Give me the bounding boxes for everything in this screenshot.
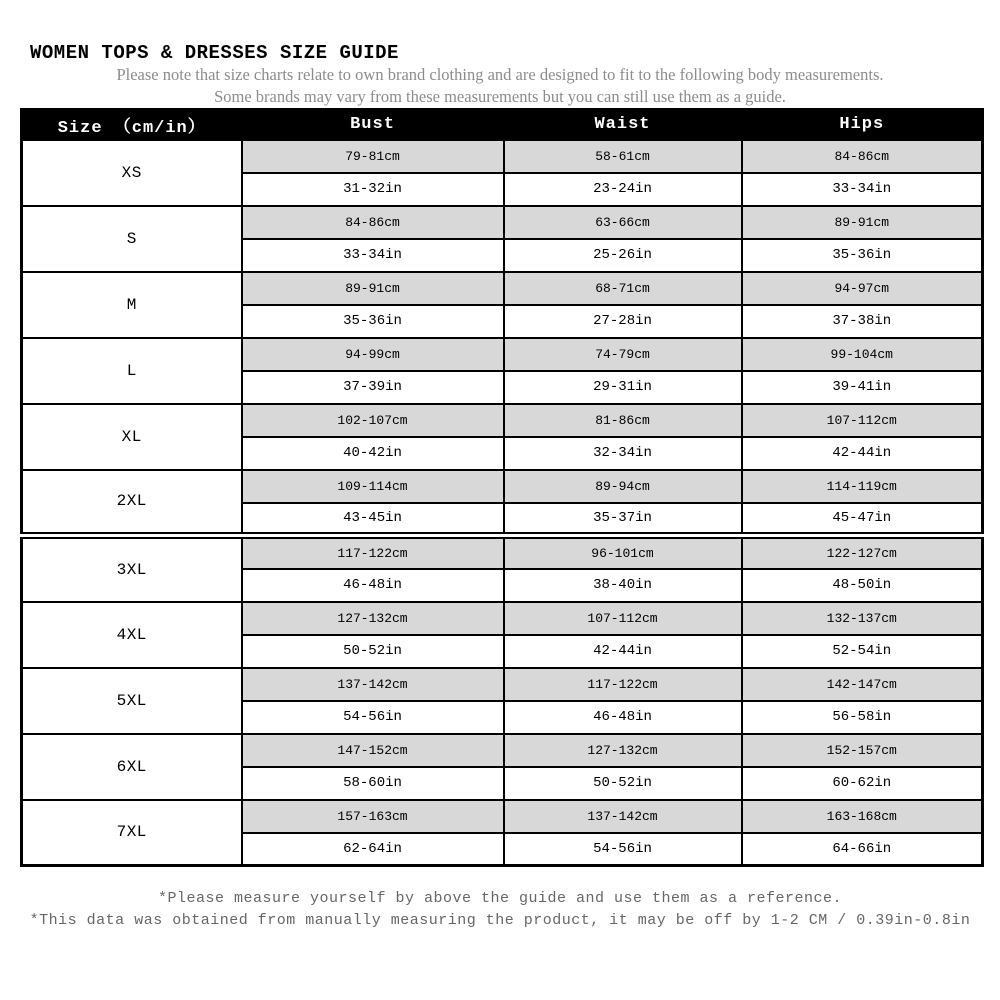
measurement-in-cell: 35-36in <box>242 305 504 338</box>
measurement-cm-cell: 109-114cm <box>242 470 504 503</box>
size-row-cm <box>22 668 983 701</box>
measurement-in-cell: 60-62in <box>742 767 983 800</box>
size-row-cm <box>22 404 983 437</box>
footer-note-2: *This data was obtained from manually measuring the product, it may be off by 1-2 CM / 0.39in-0.8in <box>29 911 971 929</box>
measurement-cm-cell: 157-163cm <box>242 800 504 833</box>
measurement-cm-cell: 96-101cm <box>504 536 742 569</box>
measurement-in-cell: 33-34in <box>742 173 983 206</box>
measurement-in-cell: 50-52in <box>242 635 504 668</box>
measurement-in-cell: 62-64in <box>242 833 504 866</box>
measurement-in-cell: 25-26in <box>504 239 742 272</box>
measurement-cm-cell: 122-127cm <box>742 536 983 569</box>
measurement-in-cell: 45-47in <box>742 503 983 536</box>
size-label: 7XL <box>22 800 242 866</box>
measurement-cm-cell: 89-91cm <box>742 206 983 239</box>
measurement-in-cell: 32-34in <box>504 437 742 470</box>
measurement-cm-cell: 68-71cm <box>504 272 742 305</box>
size-label: 5XL <box>22 668 242 734</box>
size-row-cm <box>22 470 983 503</box>
measurement-cm-cell: 127-132cm <box>242 602 504 635</box>
measurement-in-cell: 35-36in <box>742 239 983 272</box>
size-row-cm <box>22 140 983 173</box>
measurement-in-cell: 35-37in <box>504 503 742 536</box>
size-label: L <box>22 338 242 404</box>
size-guide-table <box>20 108 984 867</box>
measurement-in-cell: 42-44in <box>504 635 742 668</box>
measurement-in-cell: 52-54in <box>742 635 983 668</box>
size-label: S <box>22 206 242 272</box>
measurement-cm-cell: 94-99cm <box>242 338 504 371</box>
size-row-cm <box>22 272 983 305</box>
column-header-bust: Bust <box>242 110 504 140</box>
measurement-cm-cell: 107-112cm <box>742 404 983 437</box>
measurement-cm-cell: 89-94cm <box>504 470 742 503</box>
measurement-in-cell: 43-45in <box>242 503 504 536</box>
measurement-in-cell: 64-66in <box>742 833 983 866</box>
page-title: WOMEN TOPS & DRESSES SIZE GUIDE <box>30 42 399 64</box>
measurement-cm-cell: 152-157cm <box>742 734 983 767</box>
measurement-cm-cell: 137-142cm <box>242 668 504 701</box>
measurement-in-cell: 31-32in <box>242 173 504 206</box>
column-header-hips: Hips <box>742 110 983 140</box>
measurement-cm-cell: 142-147cm <box>742 668 983 701</box>
measurement-in-cell: 42-44in <box>742 437 983 470</box>
measurement-in-cell: 48-50in <box>742 569 983 602</box>
measurement-in-cell: 54-56in <box>242 701 504 734</box>
measurement-in-cell: 50-52in <box>504 767 742 800</box>
measurement-in-cell: 56-58in <box>742 701 983 734</box>
measurement-cm-cell: 163-168cm <box>742 800 983 833</box>
measurement-in-cell: 29-31in <box>504 371 742 404</box>
measurement-in-cell: 33-34in <box>242 239 504 272</box>
size-label: 4XL <box>22 602 242 668</box>
measurement-cm-cell: 74-79cm <box>504 338 742 371</box>
measurement-cm-cell: 114-119cm <box>742 470 983 503</box>
measurement-cm-cell: 137-142cm <box>504 800 742 833</box>
size-label: 3XL <box>22 536 242 602</box>
subtitle <box>0 64 1000 108</box>
measurement-cm-cell: 58-61cm <box>504 140 742 173</box>
measurement-cm-cell: 81-86cm <box>504 404 742 437</box>
measurement-in-cell: 46-48in <box>242 569 504 602</box>
measurement-in-cell: 58-60in <box>242 767 504 800</box>
measurement-cm-cell: 63-66cm <box>504 206 742 239</box>
measurement-in-cell: 38-40in <box>504 569 742 602</box>
measurement-cm-cell: 127-132cm <box>504 734 742 767</box>
measurement-cm-cell: 147-152cm <box>242 734 504 767</box>
size-label: XS <box>22 140 242 206</box>
measurement-cm-cell: 84-86cm <box>742 140 983 173</box>
measurement-in-cell: 27-28in <box>504 305 742 338</box>
size-label: XL <box>22 404 242 470</box>
measurement-cm-cell: 102-107cm <box>242 404 504 437</box>
size-row-cm <box>22 734 983 767</box>
measurement-cm-cell: 84-86cm <box>242 206 504 239</box>
size-table-body <box>22 140 983 866</box>
measurement-cm-cell: 99-104cm <box>742 338 983 371</box>
column-header-size: Size （cm/in） <box>22 110 242 140</box>
measurement-in-cell: 54-56in <box>504 833 742 866</box>
size-row-cm <box>22 602 983 635</box>
size-label: 2XL <box>22 470 242 536</box>
measurement-cm-cell: 89-91cm <box>242 272 504 305</box>
measurement-cm-cell: 94-97cm <box>742 272 983 305</box>
subtitle-line-1: Please note that size charts relate to own brand clothing and are designed to fit to the following body measurements. <box>116 65 884 84</box>
size-label: M <box>22 272 242 338</box>
size-row-cm <box>22 206 983 239</box>
size-row-cm <box>22 800 983 833</box>
measurement-cm-cell: 107-112cm <box>504 602 742 635</box>
footer-notes <box>0 888 1000 931</box>
footer-note-1: *Please measure yourself by above the guide and use them as a reference. <box>157 890 843 907</box>
measurement-cm-cell: 117-122cm <box>242 536 504 569</box>
measurement-in-cell: 23-24in <box>504 173 742 206</box>
measurement-in-cell: 40-42in <box>242 437 504 470</box>
measurement-cm-cell: 79-81cm <box>242 140 504 173</box>
subtitle-line-2: Some brands may vary from these measurements but you can still use them as a guide. <box>214 87 786 106</box>
table-header <box>22 110 983 140</box>
size-row-cm <box>22 338 983 371</box>
size-row-cm <box>22 536 983 569</box>
measurement-cm-cell: 132-137cm <box>742 602 983 635</box>
measurement-in-cell: 37-39in <box>242 371 504 404</box>
header-row <box>22 110 983 140</box>
measurement-in-cell: 37-38in <box>742 305 983 338</box>
measurement-in-cell: 39-41in <box>742 371 983 404</box>
column-header-waist: Waist <box>504 110 742 140</box>
measurement-in-cell: 46-48in <box>504 701 742 734</box>
measurement-cm-cell: 117-122cm <box>504 668 742 701</box>
size-label: 6XL <box>22 734 242 800</box>
